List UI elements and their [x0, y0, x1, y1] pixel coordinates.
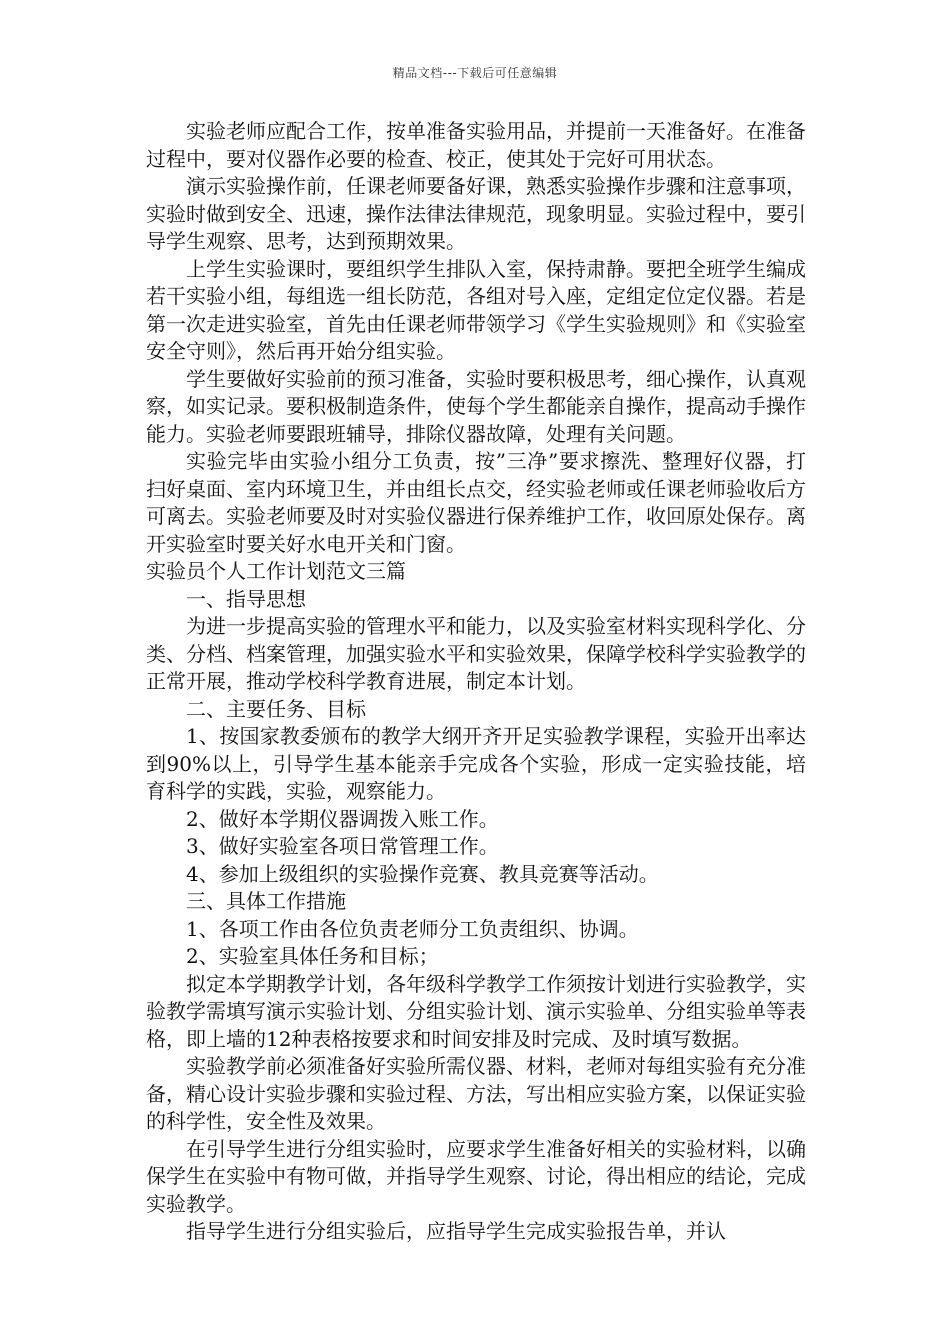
paragraph: 为进一步提高实验的管理水平和能力，以及实验室材料实现科学化、分类、分档、档案管理，加强实验水平和实验效果，保障学校科学实验教学的正常开展，推动学校科学教育进展，制定本计划。	[146, 614, 806, 693]
paragraph: 在引导学生进行分组实验时，应要求学生准备好相关的实验材料，以确保学生在实验中有物可做，并指导学生观察、讨论，得出相应的结论，完成实验教学。	[146, 1136, 806, 1216]
paragraph: 实验教学前必须准备好实验所需仪器、材料，老师对每组实验有充分准备，精心设计实验步骤和实验过程、方法，写出相应实验方案，以保证实验的科学性，安全性及效果。	[146, 1054, 806, 1133]
paragraph: 演示实验操作前，任课老师要备好课，熟悉实验操作步骤和注意事项，实验时做到安全、迅速，操作法律法律规范，现象明显。实验过程中，要引导学生观察、思考，达到预期效果。	[146, 174, 806, 253]
paragraph: 二、主要任务、目标	[186, 696, 366, 721]
paragraph: 3、做好实验室各项日常管理工作。	[186, 834, 499, 858]
page-header: 精品文档---下载后可任意编辑	[392, 66, 558, 80]
paragraph: 一、指导思想	[186, 586, 306, 611]
paragraph: 三、具体工作措施	[186, 889, 346, 913]
paragraph: 2、做好本学期仪器调拨入账工作。	[186, 806, 499, 831]
document-body	[146, 118, 806, 1246]
paragraph: 拟定本学期教学计划，各年级科学教学工作须按计划进行实验教学，实验教学需填写演示实验计划、分组实验计划、演示实验单、分组实验单等表格，即上墙的12种表格按要求和时间安排及时完成、及时填写数据。	[146, 971, 806, 1051]
paragraph: 指导学生进行分组实验后，应指导学生完成实验报告单，并认	[186, 1219, 726, 1243]
section-title: 实验员个人工作计划范文三篇	[146, 559, 406, 583]
paragraph: 上学生实验课时，要组织学生排队入室，保持肃静。要把全班学生编成若干实验小组，每组选一组长防范，各组对号入座，定组定位定仪器。若是第一次走进实验室，首先由任课老师带领学习《学生实验规则》和《实验室安全守则》，然后再开始分组实验。	[146, 256, 806, 363]
paragraph: 2、实验室具体任务和目标；	[186, 944, 439, 968]
paragraph: 实验老师应配合工作，按单准备实验用品，并提前一天准备好。在准备过程中，要对仪器作必要的检查、校正，使其处于完好可用状态。	[146, 119, 806, 171]
paragraph: 1、按国家教委颁布的教学大纲开齐开足实验教学课程，实验开出率达到90%以上，引导学生基本能亲手完成各个实验，形成一定实验技能，培育科学的实践，实验，观察能力。	[146, 724, 806, 803]
paragraph: 实验完毕由实验小组分工负责，按”三净”要求擦洗、整理好仪器，打扫好桌面、室内环境卫生，并由组长点交，经实验老师或任课老师验收后方可离去。实验老师要及时对实验仪器进行保养维护工作，收回原处保存。离开实验室时要关好水电开关和门窗。	[146, 449, 806, 556]
paragraph: 1、各项工作由各位负责老师分工负责组织、协调。	[186, 916, 639, 941]
paragraph: 4、参加上级组织的实验操作竞赛、教具竞赛等活动。	[186, 861, 659, 886]
paragraph: 学生要做好实验前的预习准备，实验时要积极思考，细心操作，认真观察，如实记录。要积极制造条件，使每个学生都能亲自操作，提高动手操作能力。实验老师要跟班辅导，排除仪器故障，处理有关问题。	[146, 366, 806, 446]
